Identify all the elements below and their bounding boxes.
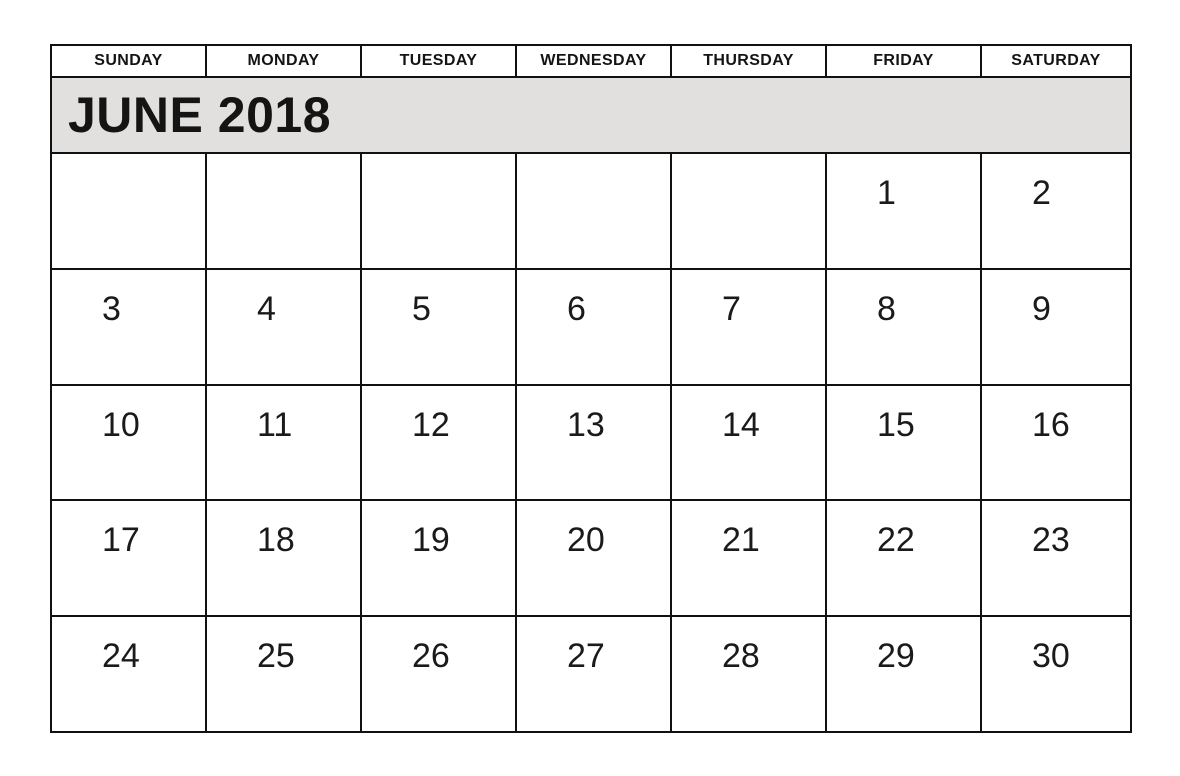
calendar-day-cell[interactable] xyxy=(361,269,516,385)
calendar-day-cell[interactable] xyxy=(981,153,1131,269)
calendar-day-cell[interactable] xyxy=(826,500,981,616)
calendar-week-row xyxy=(51,500,1131,616)
calendar-day-cell[interactable] xyxy=(671,385,826,501)
calendar-day-cell[interactable] xyxy=(826,153,981,269)
calendar-day-cell[interactable] xyxy=(51,616,206,732)
day-number: 9 xyxy=(1032,289,1051,328)
calendar-day-cell[interactable] xyxy=(981,385,1131,501)
day-number: 4 xyxy=(257,289,276,328)
day-number: 16 xyxy=(1032,405,1070,444)
day-number: 11 xyxy=(257,405,293,444)
calendar-week-row xyxy=(51,616,1131,732)
weekday-header-saturday: SATURDAY xyxy=(981,45,1131,77)
calendar-day-cell[interactable] xyxy=(361,500,516,616)
day-number: 7 xyxy=(722,289,741,328)
day-number: 27 xyxy=(567,637,605,676)
calendar-day-cell[interactable] xyxy=(516,385,671,501)
day-number: 2 xyxy=(1032,173,1051,212)
day-number: 18 xyxy=(257,521,295,560)
day-number: 21 xyxy=(722,521,760,560)
day-number: 30 xyxy=(1032,637,1070,676)
day-number: 10 xyxy=(102,405,140,444)
calendar-week-row xyxy=(51,153,1131,269)
weekday-header-sunday: SUNDAY xyxy=(51,45,206,77)
day-number: 1 xyxy=(877,173,896,212)
day-number: 24 xyxy=(102,637,140,676)
calendar-day-cell[interactable] xyxy=(671,616,826,732)
calendar-day-cell[interactable] xyxy=(361,616,516,732)
calendar-day-cell[interactable] xyxy=(981,500,1131,616)
month-calendar xyxy=(50,44,1132,733)
calendar-day-cell[interactable] xyxy=(206,269,361,385)
calendar-day-cell[interactable] xyxy=(51,385,206,501)
calendar-day-cell[interactable] xyxy=(361,385,516,501)
day-number: 19 xyxy=(412,521,450,560)
calendar-day-cell[interactable] xyxy=(516,616,671,732)
day-number: 25 xyxy=(257,637,295,676)
day-number: 28 xyxy=(722,637,760,676)
day-number: 5 xyxy=(412,289,431,328)
calendar-day-cell[interactable] xyxy=(206,500,361,616)
weekday-header-friday: FRIDAY xyxy=(826,45,981,77)
calendar-day-cell[interactable] xyxy=(51,269,206,385)
weekday-header-monday: MONDAY xyxy=(206,45,361,77)
day-number: 22 xyxy=(877,521,915,560)
weekday-header-wednesday: WEDNESDAY xyxy=(516,45,671,77)
day-number: 29 xyxy=(877,637,915,676)
calendar-week-row xyxy=(51,269,1131,385)
calendar-day-cell[interactable] xyxy=(51,500,206,616)
month-title-cell xyxy=(51,77,1131,153)
calendar-day-cell[interactable] xyxy=(671,153,826,269)
day-number: 15 xyxy=(877,405,915,444)
day-number: 13 xyxy=(567,405,605,444)
calendar-day-cell[interactable] xyxy=(671,269,826,385)
calendar-day-cell[interactable] xyxy=(826,616,981,732)
calendar-day-cell[interactable] xyxy=(671,500,826,616)
month-title-row xyxy=(51,77,1131,153)
calendar-container xyxy=(50,44,1130,733)
calendar-day-cell[interactable] xyxy=(826,385,981,501)
weekday-header-tuesday: TUESDAY xyxy=(361,45,516,77)
calendar-day-cell[interactable] xyxy=(516,269,671,385)
day-number: 20 xyxy=(567,521,605,560)
calendar-day-cell[interactable] xyxy=(516,153,671,269)
weekday-header-row xyxy=(51,45,1131,77)
weekday-header-thursday: THURSDAY xyxy=(671,45,826,77)
calendar-day-cell[interactable] xyxy=(206,616,361,732)
day-number: 8 xyxy=(877,289,896,328)
calendar-day-cell[interactable] xyxy=(206,385,361,501)
calendar-day-cell[interactable] xyxy=(51,153,206,269)
calendar-day-cell[interactable] xyxy=(981,269,1131,385)
day-number: 14 xyxy=(722,405,760,444)
calendar-day-cell[interactable] xyxy=(516,500,671,616)
calendar-day-cell[interactable] xyxy=(981,616,1131,732)
calendar-day-cell[interactable] xyxy=(206,153,361,269)
calendar-day-cell[interactable] xyxy=(361,153,516,269)
day-number: 17 xyxy=(102,521,140,560)
day-number: 12 xyxy=(412,405,450,444)
day-number: 26 xyxy=(412,637,450,676)
page-title: JUNE 2018 xyxy=(68,86,331,143)
day-number: 23 xyxy=(1032,521,1070,560)
calendar-week-row xyxy=(51,385,1131,501)
day-number: 3 xyxy=(102,289,121,328)
day-number: 6 xyxy=(567,289,586,328)
calendar-day-cell[interactable] xyxy=(826,269,981,385)
